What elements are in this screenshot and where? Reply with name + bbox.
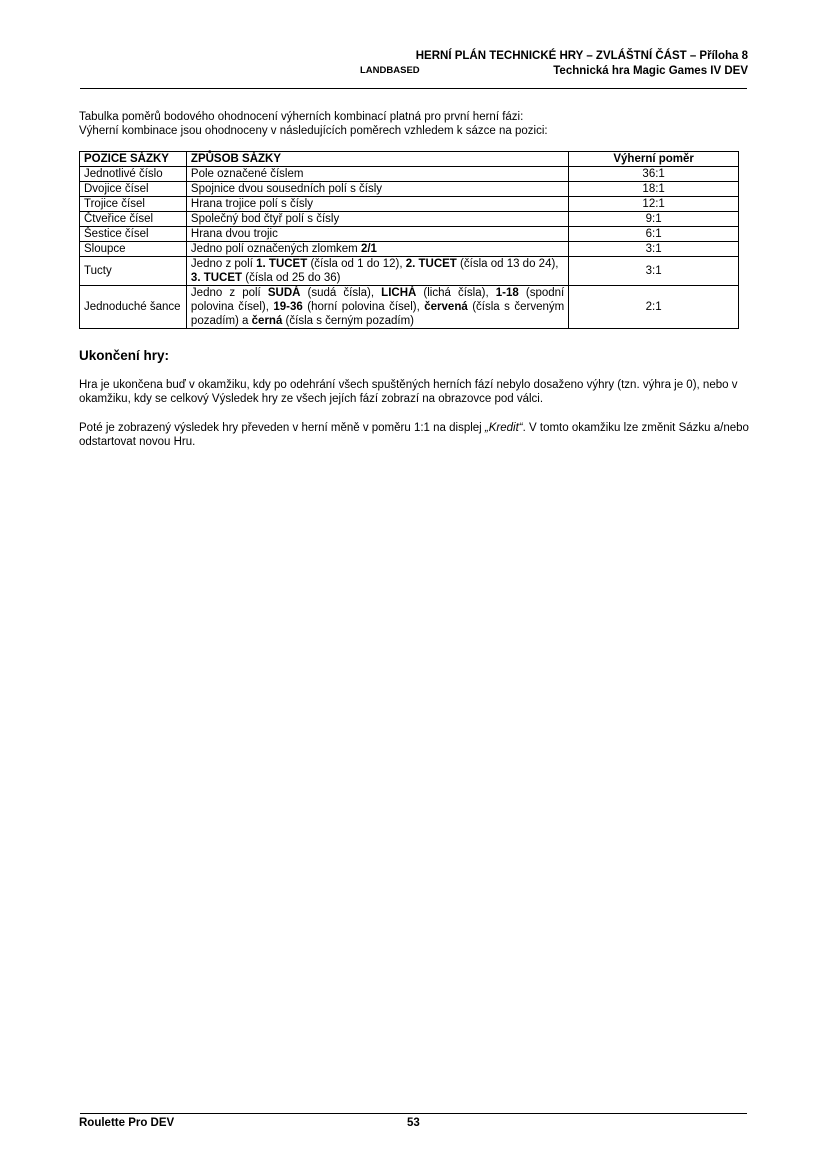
cell-bet-method: Spojnice dvou sousedních polí s čísly [186, 182, 568, 197]
text-span: (lichá čísla), [416, 287, 496, 299]
table-row [80, 257, 739, 286]
footer-divider [80, 1113, 747, 1114]
text-span: (čísla s červeným pozadím) a [190, 301, 565, 327]
paragraph-credit [79, 421, 751, 449]
bold-term: 19-36 [273, 301, 303, 313]
text-span: . V tomto okamžiku lze změnit Sázku a/nebo odstartovat novou Hru. [79, 422, 749, 448]
header-win-ratio: Výherní poměr [569, 152, 739, 167]
bold-term: SUDÁ [267, 287, 301, 299]
bold-term: červená [424, 301, 468, 313]
text-span: (čísla od 25 do 36) [242, 272, 341, 284]
page-number: 53 [407, 1117, 420, 1129]
text-span: (horní polovina čísel), [302, 301, 425, 313]
bold-term: LICHÁ [381, 287, 417, 299]
bold-term: 1. TUCET [256, 258, 308, 270]
text-span: Jedno z polí [190, 287, 268, 299]
intro-line-1: Tabulka poměrů bodového ohodnocení výherních kombinací platná pro první herní fázi: [79, 111, 524, 123]
text-span: (čísla s černým pozadím) [282, 315, 414, 327]
header-divider [80, 88, 747, 89]
payout-ratio-table [79, 151, 739, 329]
text-span: (sudá čísla), [300, 287, 382, 299]
cell-ratio: 12:1 [569, 197, 739, 212]
cell-bet-method [186, 242, 568, 257]
cell-ratio: 2:1 [569, 286, 739, 329]
cell-bet-method: Hrana trojice polí s čísly [186, 197, 568, 212]
text-span: Poté je zobrazený výsledek hry převeden v herní měně v poměru 1:1 na displej [79, 422, 485, 434]
bold-term: 2. TUCET [405, 258, 457, 270]
header-title: HERNÍ PLÁN TECHNICKÉ HRY – ZVLÁŠTNÍ ČÁST – Příloha 8 [415, 50, 748, 62]
cell-ratio: 36:1 [569, 167, 739, 182]
section-title: Ukončení hry: [79, 348, 170, 363]
table-row [80, 286, 739, 329]
table-row [80, 212, 739, 227]
text-span: (spodní polovina čísel), [190, 287, 565, 313]
paragraph-game-end: Hra je ukončena buď v okamžiku, kdy po odehrání všech spuštěných herních fází nebylo dosaženo výhry (tzn. výhra je 0), nebo v okamžiku, kdy se celkový Výsledek hry ze všech jejích fází zobrazí na obrazovce pod válci. [79, 379, 738, 405]
bold-term: 2/1 [360, 243, 377, 255]
italic-term: „Kredit“ [484, 422, 523, 434]
table-row [80, 182, 739, 197]
cell-bet-method: Hrana dvou trojic [186, 227, 568, 242]
text-span: Jedno z polí [190, 258, 257, 270]
text-span: Jedno polí označených zlomkem [190, 243, 361, 255]
cell-ratio: 18:1 [569, 182, 739, 197]
table-row [80, 197, 739, 212]
header-subtitle: Technická hra Magic Games IV DEV [553, 65, 748, 77]
cell-ratio: 3:1 [569, 242, 739, 257]
cell-bet-method [186, 286, 568, 329]
cell-bet-method [186, 257, 568, 286]
cell-position: Tucty [80, 257, 187, 286]
cell-position: Dvojice čísel [80, 182, 187, 197]
bold-term: černá [251, 315, 283, 327]
table-row [80, 227, 739, 242]
cell-position: Čtveřice čísel [80, 212, 187, 227]
header-left-tag: LANDBASED [360, 65, 420, 76]
table-row [80, 242, 739, 257]
text-span: (čísla od 13 do 24), [456, 258, 559, 270]
cell-bet-method: Společný bod čtyř polí s čísly [186, 212, 568, 227]
table-header-row [80, 152, 739, 167]
bold-term: 3. TUCET [190, 272, 243, 284]
cell-ratio: 6:1 [569, 227, 739, 242]
footer-document-name: Roulette Pro DEV [79, 1117, 175, 1129]
cell-position: Jednotlivé číslo [80, 167, 187, 182]
header-position: POZICE SÁZKY [80, 152, 187, 167]
cell-bet-method: Pole označené číslem [186, 167, 568, 182]
text-span: (čísla od 1 do 12), [307, 258, 406, 270]
cell-position: Šestice čísel [80, 227, 187, 242]
cell-position: Trojice čísel [80, 197, 187, 212]
intro-text [79, 110, 759, 138]
cell-ratio: 9:1 [569, 212, 739, 227]
cell-position: Sloupce [80, 242, 187, 257]
bold-term: 1-18 [495, 287, 519, 299]
intro-line-2: Výherní kombinace jsou ohodnoceny v následujících poměrech vzhledem k sázce na pozici: [79, 125, 548, 137]
header-bet-method: ZPŮSOB SÁZKY [186, 152, 568, 167]
cell-position: Jednoduché šance [80, 286, 187, 329]
table-row [80, 167, 739, 182]
cell-ratio: 3:1 [569, 257, 739, 286]
